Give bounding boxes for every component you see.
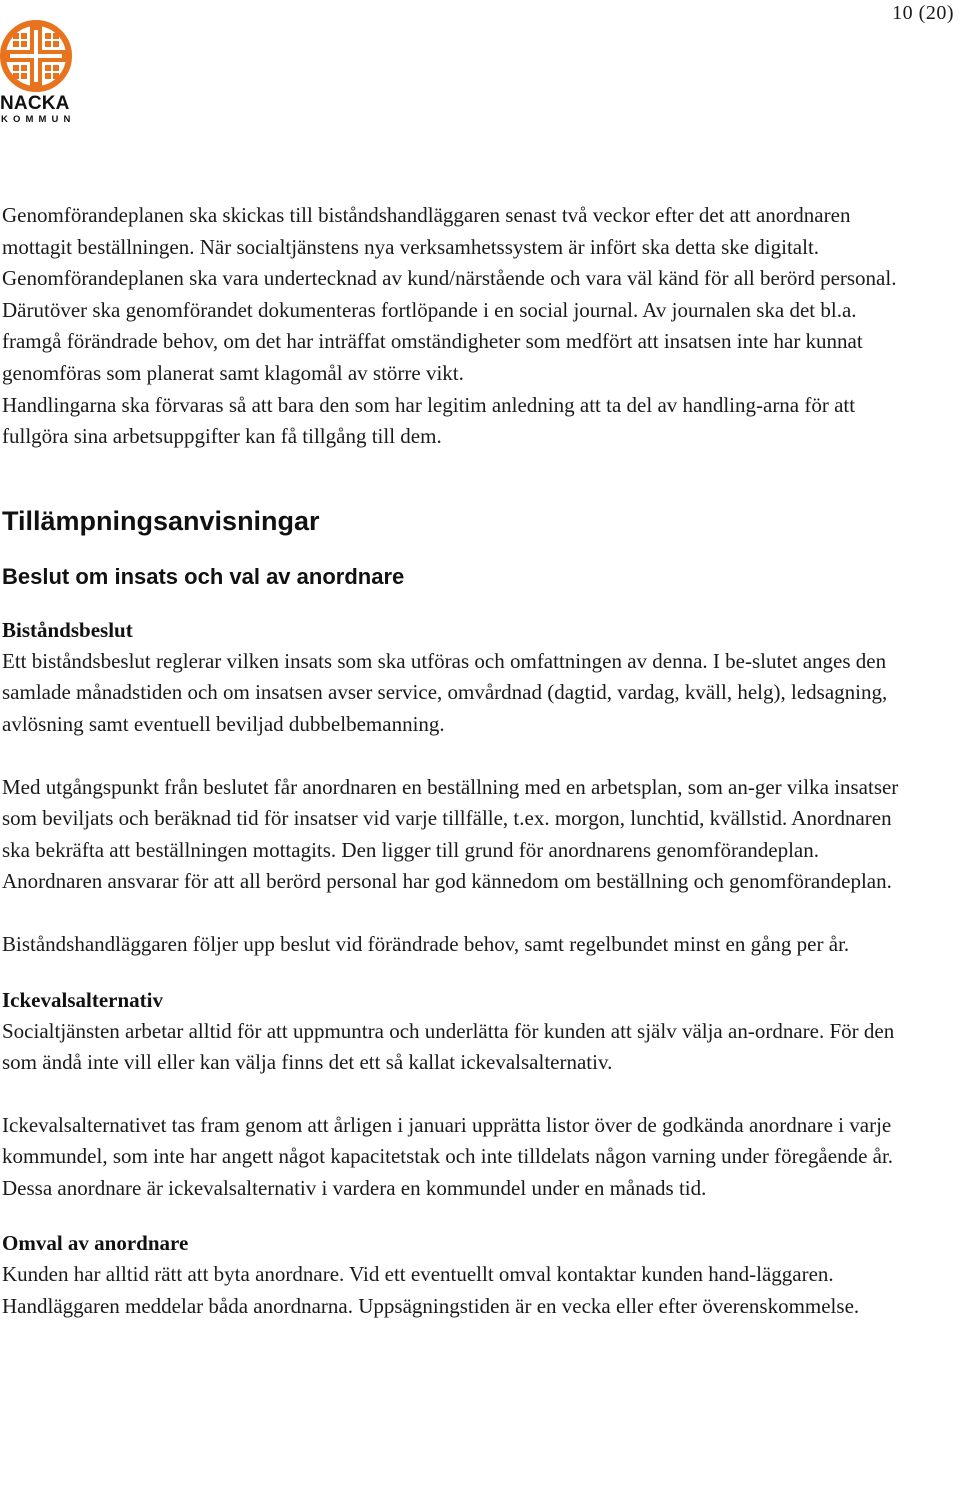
intro-paragraph-3: Handlingarna ska förvaras så att bara den som har legitim anledning att ta del av handling-arna för att fullgöra sina arbetsuppgifter kan få tillgång till dem. [2, 392, 856, 449]
bistandsbeslut-paragraph-3: Biståndshandläggaren följer upp beslut vid förändrade behov, samt regelbundet minst en gång per år. [2, 931, 850, 956]
section-subtitle: Beslut om insats och val av anordnare [2, 563, 405, 589]
heading-bistandsbeslut: Biståndsbeslut [2, 617, 133, 642]
ickeval-paragraph-1: Socialtjänsten arbetar alltid för att uppmuntra och underlätta för kunden att själv välja an-ordnare. För den som ändå inte vill eller kan välja finns det ett så kallat ickevalsalternativ. [2, 1018, 895, 1075]
omval-paragraph-1: Kunden har alltid rätt att byta anordnare. Vid ett eventuellt omval kontaktar kunden hand-läggaren. Handläggaren meddelar båda anordnarna. Uppsägningstiden är en vecka eller efter överenskommelse. [2, 1262, 860, 1319]
ickeval-paragraph-2: Ickevalsalternativet tas fram genom att årligen i januari upprätta listor över de godkända anordnare i varje kommundel, som inte har angett något kapacitetstak och inte tilldelats någon varning under föregående år. Dessa anordnare är ickevalsalternativ i vardera en kommundel under en månads tid. [2, 1112, 894, 1200]
bistandsbeslut-paragraph-1: Ett biståndsbeslut reglerar vilken insats som ska utföras och omfattningen av denna. I be-slutet anges den samlade månadstiden och om insatsen avser service, omvårdnad (dagtid, vardag, kväll, helg), ledsagning, avlösning samt eventuell beviljad dubbelbemanning. [2, 648, 888, 736]
logo-wordmark: NACKA [0, 93, 70, 114]
document-body [2, 200, 917, 1323]
intro-paragraph-2: Därutöver ska genomförandet dokumenteras fortlöpande i en social journal. Av journalen ska det bl.a. framgå förändrade behov, om det har inträffat omständigheter som medfört att insatsen inte har kunnat genomföras som planerat samt klagomål av större vikt. [2, 297, 863, 385]
heading-omval: Omval av anordnare [2, 1231, 189, 1256]
section-title: Tillämpningsanvisningar [2, 505, 320, 536]
intro-paragraph-1: Genomförandeplanen ska skickas till biståndshandläggaren senast två veckor efter det att anordnaren mottagit beställningen. När socialtjänstens nya verksamhetssystem är infört ska detta ske digitalt. Genomförandeplanen ska vara undertecknad av kund/närstående och vara väl känd för all berörd personal. [2, 203, 897, 291]
heading-ickevalsalternativ: Ickevalsalternativ [2, 987, 163, 1012]
logo-subtitle: KOMMUN [1, 114, 76, 125]
bistandsbeslut-paragraph-2: Med utgångspunkt från beslutet får anordnaren en beställning med en arbetsplan, som an-ger vilka insatser som beviljats och beräknad tid för insatser vid varje tillfälle, t.ex. morgon, lunchtid, kvällstid. Anordnaren ska bekräfta att beställningen mottagits. Den ligger till grund för anordnarens genomförandeplan. Anordnaren ansvarar för att all berörd personal har god kännedom om beställning och genomförandeplan. [2, 774, 899, 894]
page-number: 10 (20) [892, 2, 954, 24]
nacka-crest-icon [0, 20, 72, 92]
nacka-logo [0, 20, 80, 125]
